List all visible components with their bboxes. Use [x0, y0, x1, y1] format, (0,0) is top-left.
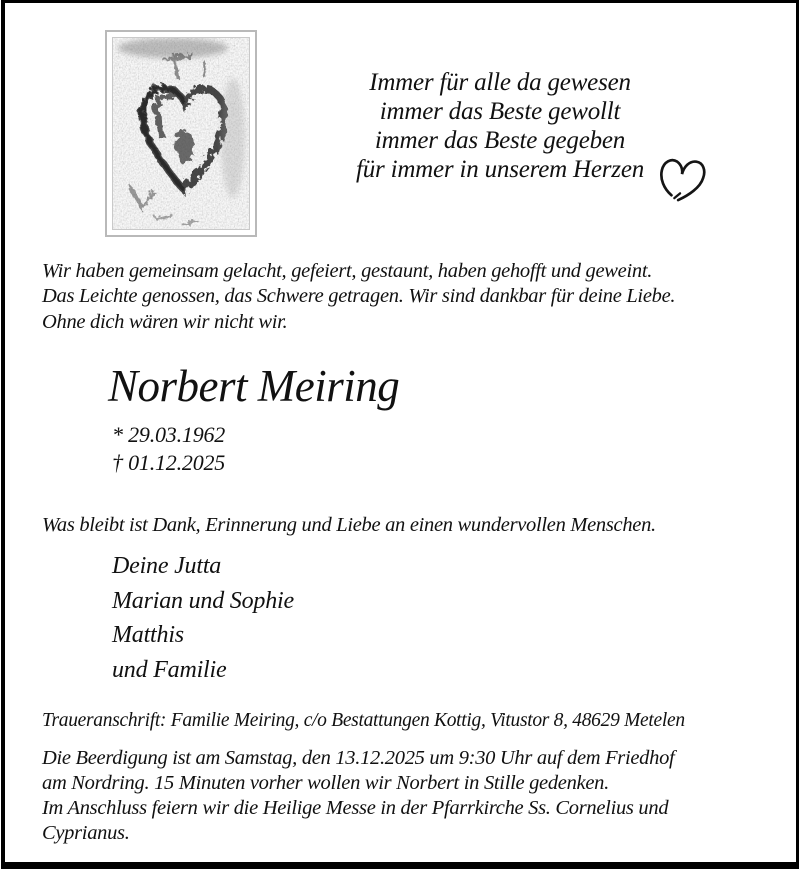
deceased-name: Norbert Meiring [108, 361, 400, 411]
carved-heart-photo [112, 37, 250, 230]
mourner-line: Deine Jutta [112, 553, 222, 579]
intro-line: Wir haben gemeinsam gelacht, gefeiert, gestaunt, haben gehofft und geweint. [42, 260, 653, 282]
memorial-verse [300, 68, 700, 184]
funeral-info [42, 746, 772, 846]
condolence-address: Traueranschrift: Familie Meiring, c/o Bestattungen Kottig, Vitustor 8, 48629 Metelen [42, 710, 685, 731]
intro-paragraph [42, 259, 762, 335]
memorial-photo-frame [105, 30, 257, 237]
tribute-line: Was bleibt ist Dank, Erinnerung und Liebe an einen wundervollen Menschen. [42, 514, 656, 536]
death-date: † 01.12.2025 [112, 450, 226, 475]
life-dates [112, 421, 225, 477]
funeral-line: Die Beerdigung ist am Samstag, den 13.12.2025 um 9:30 Uhr auf dem Friedhof [42, 747, 675, 769]
funeral-line: am Nordring. 15 Minuten vorher wollen wir Norbert in Stille gedenken. [42, 772, 609, 794]
verse-line: Immer für alle da gewesen [369, 69, 631, 96]
mourner-line: Marian und Sophie [112, 587, 294, 614]
intro-line: Das Leichte genossen, das Schwere getragen. Wir sind dankbar für deine Liebe. [42, 285, 676, 308]
verse-line: immer das Beste gewollt [379, 98, 621, 125]
verse-line: für immer in unserem Herzen [355, 156, 645, 183]
birth-date: * 29.03.1962 [112, 422, 226, 447]
verse-line: immer das Beste gegeben [374, 127, 626, 154]
funeral-line: Im Anschluss feiern wir die Heilige Messe in der Pfarrkirche Ss. Cornelius und [42, 797, 669, 819]
carved-heart-in-tree-bark-image [113, 38, 250, 230]
mourners-list [112, 549, 294, 687]
mourner-line: Matthis [112, 622, 184, 648]
heart-outline-icon [658, 152, 706, 204]
mourner-line: und Familie [112, 656, 227, 683]
intro-line: Ohne dich wären wir nicht wir. [42, 310, 288, 333]
funeral-line: Cyprianus. [42, 822, 130, 844]
